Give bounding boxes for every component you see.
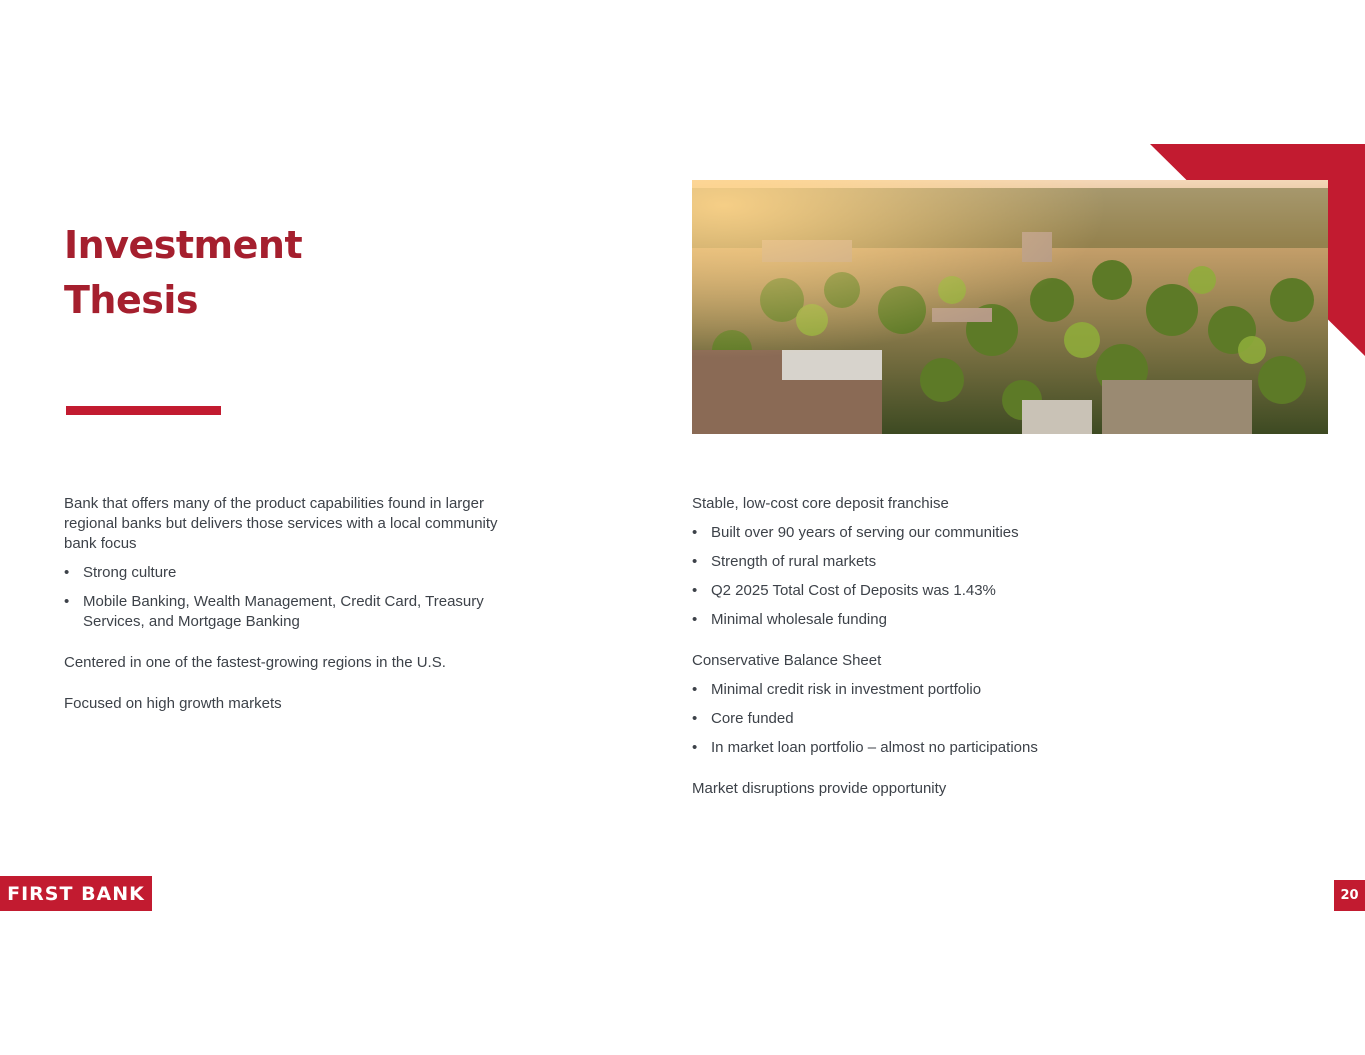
right-bullet: • Minimal credit risk in investment portfolio: [692, 680, 1252, 700]
left-paragraph-3: Focused on high growth markets: [64, 695, 282, 712]
right-heading-2: Conservative Balance Sheet: [692, 652, 882, 669]
left-intro: Bank that offers many of the product capabilities found in larger regional banks but delivers those services with a local community bank focus: [64, 495, 498, 552]
left-paragraph-2: Centered in one of the fastest-growing regions in the U.S.: [64, 654, 446, 671]
right-heading-1: Stable, low-cost core deposit franchise: [692, 495, 949, 512]
right-heading-3: Market disruptions provide opportunity: [692, 780, 947, 797]
right-bullet: • Built over 90 years of serving our communities: [692, 523, 1252, 543]
right-column: [692, 494, 1252, 799]
right-bullet: • Core funded: [692, 709, 1252, 729]
left-bullet: • Mobile Banking, Wealth Management, Credit Card, Treasury Services, and Mortgage Banking: [64, 592, 514, 632]
page-title: [64, 218, 302, 328]
title-line-1: Investment: [64, 223, 303, 267]
title-line-2: Thesis: [64, 278, 199, 322]
right-bullets-1: [692, 523, 1252, 630]
right-bullet: • Minimal wholesale funding: [692, 610, 1252, 630]
page-number: 20: [1334, 880, 1365, 911]
right-bullet: • In market loan portfolio – almost no participations: [692, 738, 1252, 758]
title-underline: [66, 406, 221, 415]
right-bullet: • Strength of rural markets: [692, 552, 1252, 572]
first-bank-logo: FIRST BANK: [0, 876, 152, 911]
left-bullets: [64, 563, 514, 632]
right-bullets-2: [692, 680, 1252, 758]
left-column: [64, 494, 514, 714]
left-bullet: • Strong culture: [64, 563, 514, 583]
aerial-town-photo: [692, 180, 1328, 434]
right-bullet: • Q2 2025 Total Cost of Deposits was 1.43%: [692, 581, 1252, 601]
